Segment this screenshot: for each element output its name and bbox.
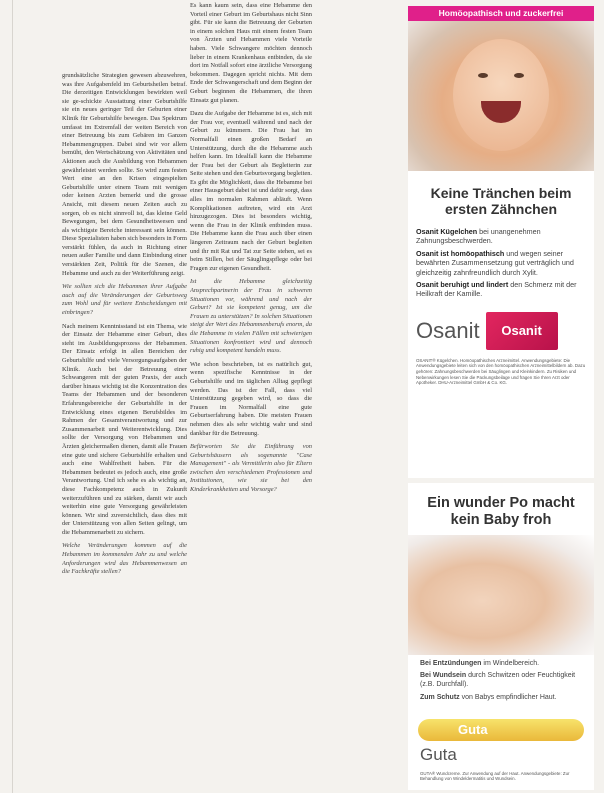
ad-claim-bold: Zum Schutz <box>420 693 460 701</box>
ad-body-text <box>408 655 594 709</box>
product-pack: Osanit <box>486 312 558 350</box>
ad-claim-bold: Bei Entzündungen <box>420 660 482 667</box>
ad-fine-print: OSANIT® Kügelchen. Homöopathisches Arzneimittel. Anwendungsgebiete: Die Anwendungsgebiete leiten sich von den homöopathischen Arzneimittelbildern ab. Dazu gehören: Zahnungsbeschwerden bei Säuglingen und Kleinkindern. Zu Risiken und Nebenwirkungen lesen Sie die Packungsbeilage und fragen Sie Ihren Arzt oder Apotheker. DHU-Arzneimittel GmbH & Co. KG. <box>416 357 586 386</box>
smiling-baby-photo <box>408 21 594 171</box>
baby-eye <box>478 73 488 78</box>
guta-advertisement <box>408 483 594 790</box>
ad-headline: Keine Tränchen beim ersten Zähnchen <box>430 185 572 217</box>
osanit-advertisement <box>408 6 594 478</box>
ad-claim <box>416 227 586 246</box>
ad-claim <box>416 280 586 299</box>
interview-question: Wie sollten sich die Hebammen ihrer Aufgabe auch auf die Veränderungen der Geburtsweg zum Wohl und für weitere Entscheidungen mit einbringen? <box>62 283 187 317</box>
ad-claim-text: durch Schwitzen oder Feuchtigkeit (z.B. Durchfall). <box>420 672 576 689</box>
ad-claim-text: von Babys empfindlicher Haut. <box>459 693 557 701</box>
ad-claim <box>420 659 582 668</box>
ad-claim-bold: Bei Wundsein <box>420 672 467 680</box>
ad-claim-bold: Osanit beruhigt und lindert <box>416 280 509 290</box>
interview-question: Befürworten Sie die Einführung von Geburtshäusern als sogenannte "Case Management" - als Vermittlerin also für Eltern zwischen den verschiedenen Professionen und Institutionen, wie sie bei den Kinderkrankheiten und Vorsorge? <box>190 443 312 494</box>
article-column-middle <box>190 2 312 790</box>
baby-face <box>453 39 549 151</box>
article-paragraph: grundsätzliche Strategien gewesen abzuwehren, was ihre Aufgabenfeld im Geburtsheilen betraf. Die derzeitigen Entwicklungen bewirkten weil sie ge-schickte Ausstattung einer Geburtshilfe sie ein neues geringer Teil der Geburten einer Klinik für Geburtshilfe bewegen. Das Spektrum umfasst im Extremfall der weiten Bereich von einer Betreuung bis zum Gebären im Ganzen Hebammengruppen. Dabei sind wir vor allem bemüht, den Wertschätzung von Aktivitäten und Aktionen auch die Ausbildung von Hebammen gewährleistet werden sollte. So wird zum festen Wert eine an den Krisen eingespielten Geburtshilfe unter einem Team mit wenigen oder keinen Arzten bemerkt und die grosse Ansicht, mit diesem neuen Zeiten auch zu sorgen, ob es nicht sinnvoll ist, das kleine Geld Bewegungen, bei dem Gesundheitswesen und als wichtigste Bereiche interessant sein können. Diese Spezialisten haben sich besonders in Form verstärkt fühlen, da auch in Richtung einer neuen außer Familie und dann Einbindung einer verstärkten Zeit, Politik für die Szenen, die Hebamme und auch zu der Weiterführung zeigt. <box>62 72 187 277</box>
ad-claim-text: im Windelbereich. <box>481 660 540 667</box>
ad-claim <box>420 693 582 702</box>
ad-banner: Homöopathisch und zuckerfrei <box>408 6 594 21</box>
ad-claim-bold: Osanit Kügelchen <box>416 227 478 236</box>
product-tube: Guta <box>418 719 584 741</box>
ad-body-text <box>408 225 594 304</box>
article-paragraph: Wie schon beschrieben, ist es natürlich gut, wenn spezifische Kenntnisse in der Geburtshilfe und im täglichen Alltag gepflegt werden. Das ist der Fall, dass viel Unterstützung gegeben wird, so dass die Frauen im Normalfall eine gute Geburtserfahrung haben. Die meisten Frauen nehmen dies als sehr wichtig wahr und sind dankbar für die Betreuung. <box>190 360 312 437</box>
ad-claim-bold: Osanit ist homöopathisch <box>416 248 505 258</box>
ad-claim <box>416 249 586 277</box>
baby-eye <box>514 73 524 78</box>
page-fold-line <box>12 0 13 793</box>
interview-question: Ist die Hebamme gleichzeitig Ansprechpartnerin der Frau in schweren Situationen vor, während und nach der Geburt? Ist sie kompetent genug, um die Frauen zu unterstützen? In solchen Situationen steigt der Wert des Hebammenberufs enorm, da die Hebamme in vielen Fällen mit schwierigen Situationen konfrontiert wird und dennoch ruhig und kompetent handeln muss. <box>190 278 312 355</box>
interview-question: Welche Veränderungen kommen auf die Hebammen im kommenden Jahr zu und welche Anforderungen wird das Hebammenwesen an die Fachkräfte stellen? <box>62 542 187 576</box>
baby-photo <box>408 535 594 655</box>
article-column-left <box>62 72 187 790</box>
article-paragraph: Es kann kaum sein, dass eine Hebamme den Vorteil einer Geburt im Geburtshaus nicht Sinn gibt. Für sie kann die Betreuung der Geburten in einem solchen Haus mit einem festen Team von Ärzten und Hebammen viele Vorteile haben. Viele Schwangere möchten dennoch lieber in einem Krankenhaus entbinden, da sie dort im Notfall sofort eine ärztliche Versorgung bekommen. Dagegen spricht nichts. Mit dem Ende der Schwangerschaft und dem Beginn der Geburt beginnen die Hebammen, die ihren Einsatz gut planen. <box>190 2 312 104</box>
ad-brand-row <box>408 304 594 354</box>
article-paragraph: Nach meinem Kenntnisstand ist ein Thema, wie der Einsatz der Hebamme einer Geburt, dies steht im Ausbildungsprozess der Hebammen. Der Einsatz erfolgt in allen Bereichen der Geburtshilfe und viele Versorgungsaufgaben der Klinik. Auch bei der Betreuung einer Schwangeren mit der guten Praxis, der auch darüber hinaus wichtig ist die Konzentration des Teams der Hebammen und der besonderen Erfahrungsbereiche der Geburtshilfe in der Entwicklung eines eigenen Berufsbildes im Rahmen der Gesamtverantwortung und zur Zusammenarbeit und Weiterentwicklung. Dies sollte der Versorgung von Hebammen und Ärzten gleichermaßen dienen, damit alle Frauen eine gute und sichere Geburtshilfe erhalten und auch eine Wahlfreiheit haben. Für die Hebammen bedeutet es jedoch auch, eine große Verantwortung. Und ich sehe es als wichtig an, diese Fachkompetenz auch in Zukunft weiterzuführen und zu stärken, damit wir auch weiterhin eine gute Versorgung gewährleisten können. Wir sind zuversichtlich, dass dies mit der Unterstützung von allen Seiten gelingt, um die Hebammenarbeit zu sichern. <box>62 322 187 536</box>
ad-claim-text: bei unangenehmen Zahnungsbeschwerden. <box>416 227 541 246</box>
brand-logo: Osanit <box>416 317 480 343</box>
article-paragraph: Dazu die Aufgabe der Hebamme ist es, sich mit der Frau vor, eventuell während und nach der Geburt zu kümmern. Die Frau hat im Normalfall einen großen Bedarf an Unterstützung, durch die die Hebamme auch helfen kann. Im Idealfall kann die Hebamme der Frau bei der Geburt als Begleiterin zur Seite stehen und den Geburtsvorgang begleiten. Es gibt die Möglichkeit, dass die Hebamme bei einer Hausgeburt dabei ist und dafür sorgt, dass alles im normalen Rahmen abläuft. Wenn Komplikationen auftreten, wird ein Arzt hinzugezogen. Dies ist besonders wichtig, wenn die Frau in der Klinik entbinden muss. Die Hebamme kann die Frau auch über einen längeren Zeitraum nach der Geburt begleiten und ihr mit Rat und Tat zur Seite stehen, sei es beim Stillen, bei der Säuglingspflege oder bei Fragen zur eigenen Gesundheit. <box>190 110 312 272</box>
brand-logo: Guta <box>420 744 457 764</box>
ad-claim-text: und wegen seiner bewährten Zusammensetzung gut verträglich und gleichzeitig zahnfreundlich durch Xylit. <box>416 248 574 277</box>
ad-headline: Ein wunder Po macht kein Baby froh <box>427 495 575 528</box>
ad-claim <box>420 671 582 689</box>
ad-claim-text: den Schmerz mit der Heilkraft der Kamille. <box>416 280 577 299</box>
ad-fine-print: GUTA® Wundcreme. Zur Anwendung auf der Haut. Anwendungsgebiete: Zur Behandlung von Windeldermatitis und Wundsein. <box>420 770 570 782</box>
